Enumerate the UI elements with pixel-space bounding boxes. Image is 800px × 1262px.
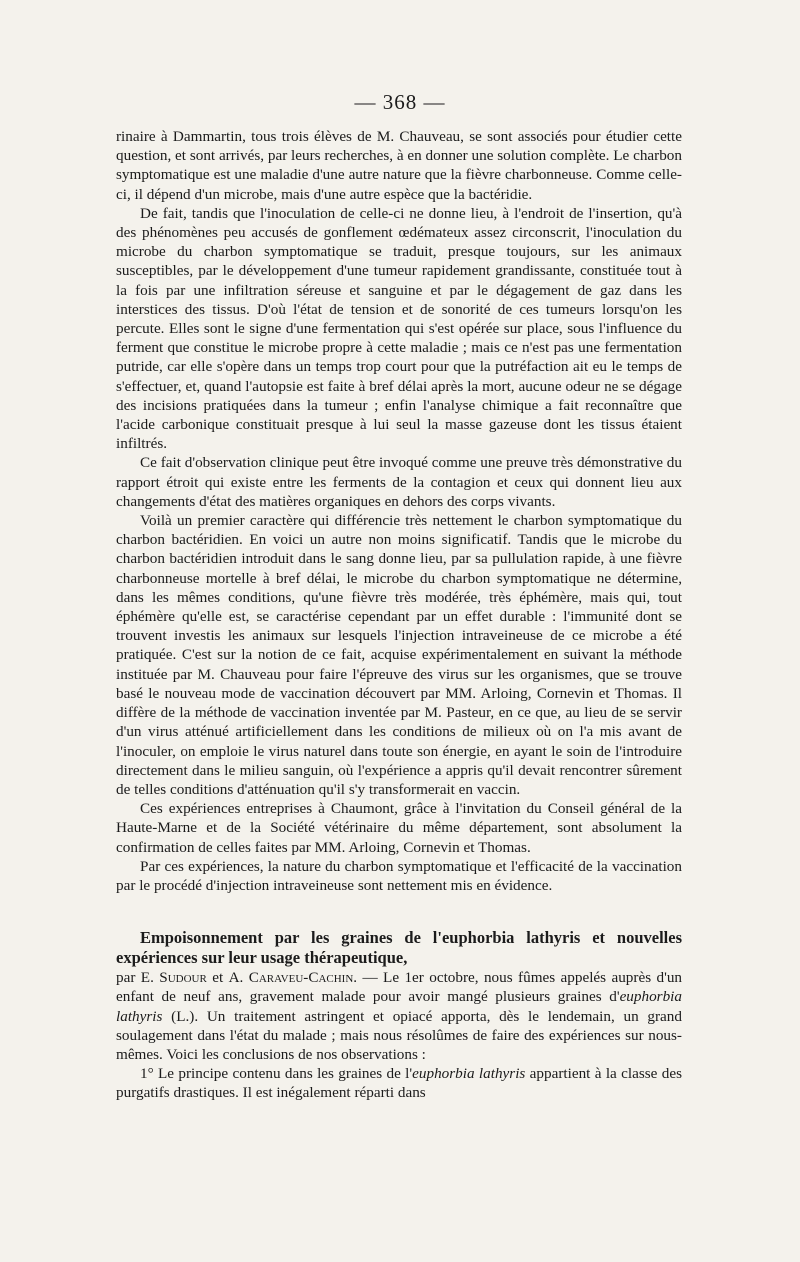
species-name-2: euphorbia lathyris	[412, 1065, 526, 1083]
conclusion-item-1	[116, 1064, 682, 1102]
byline-conjunction: et	[212, 969, 224, 987]
item-1-text: 1° Le principe contenu dans les graines de l'	[140, 1065, 413, 1083]
paragraph-3: Ce fait d'observation clinique peut être invoqué comme une preuve très démonstrative du rapport étroit qui existe entre les ferments de la contagion et ceux qui donnent lieu aux changements d'état des matières organiques en dehors des corps vivants.	[116, 454, 682, 510]
section-spacer	[116, 895, 682, 928]
paragraph-5: Ces expériences entreprises à Chaumont, grâce à l'invitation du Conseil général de la Haute-Marne et de la Société vétérinaire du même département, sont absolument la confirmation de celles faites par MM. Arloing, Cornevin et Thomas.	[116, 800, 682, 856]
intro-text: — Le 1er octobre, nous fûmes appelés auprès d'un enfant de neuf ans, gravement malade pour avoir mangé plusieurs graines d'	[116, 969, 683, 1006]
species-name: euphorbia lathyris	[116, 988, 682, 1025]
page-number: — 368 —	[354, 90, 446, 114]
paragraph-2: De fait, tandis que l'inoculation de celle-ci ne donne lieu, à l'endroit de l'insertion, qu'à des phénomènes peu accusés de gonflement œdémateux assez circonscrit, l'inoculation du microbe du charbon symptomatique se traduit, presque toujours, sur les animaux susceptibles, par le développement d'une tumeur rapidement grandissante, constituée tout à la fois par une infiltration séreuse et sanguine et par le dégagement de gaz dans les interstices des tissus. D'où l'état de tension et de sonorité de ces tumeurs lorsqu'on les percute. Elles sont le signe d'une fermentation qui s'est opérée sur place, sous l'influence du ferment que constitue le microbe propre à cette maladie ; mais ce n'est pas une fermentation putride, car elle s'opère dans un temps trop court pour que la putréfaction ait eu le temps de s'effectuer, et, quand l'autopsie est faite à bref délai après la mort, aucune odeur ne se dégage des incisions pratiquées dans la tumeur ; enfin l'analyse chimique a fait reconnaître que l'acide carbonique constituait presque à lui seul la masse gazeuse dont les tissus étaient infiltrés.	[116, 204, 682, 453]
item-1-text-2: appartient à la classe des purgatifs drastiques. Il est inégalement réparti dans	[116, 1065, 682, 1102]
section-title: Empoisonnement par les graines de l'euphorbia lathyris et nouvelles expériences sur leur usage thérapeutique,	[116, 928, 682, 968]
paragraph-1: rinaire à Dammartin, tous trois élèves de M. Chauveau, se sont associés pour étudier cette question, et sont arrivés, par leurs recherches, à en donner une solution complète. Le charbon symptomatique est une maladie d'une autre nature que la fièvre charbonneuse. Comme celle-ci, il dépend d'un microbe, mais d'une autre espèce que la bactéridie.	[116, 128, 682, 203]
byline-prefix: par	[116, 969, 136, 987]
intro-text-2: (L.). Un traitement astringent et opiacé apporta, dès le lendemain, un grand soulagement dans l'état du malade ; mais nous résolûmes de faire des expériences sur nous-mêmes. Voici les conclusions de nos observations :	[116, 1007, 682, 1063]
author-2: A. Caraveu-Cachin.	[228, 969, 358, 987]
section-intro	[116, 968, 682, 1064]
author-1: E. Sudour	[140, 969, 207, 987]
paragraph-4: Voilà un premier caractère qui différencie très nettement le charbon symptomatique du charbon bactéridien. En voici un autre non moins significatif. Tandis que le microbe du charbon bactéridien introduit dans le sang donne lieu, par sa pullulation rapide, à une fièvre charbonneuse mortelle à bref délai, le microbe du charbon symptomatique ne détermine, dans les mêmes conditions, qu'une fièvre très modérée, très éphémère, mais qui, tout éphémère qu'elle est, se caractérise cependant par un effet durable : l'immunité dont se trouvent investis les animaux sur lesquels l'injection intraveineuse de ce microbe a été pratiquée. C'est sur la notion de ce fait, acquise expérimentalement en suivant la méthode instituée par M. Chauveau pour faire l'épreuve des virus sur les organismes, que se trouve basé le nouveau mode de vaccination découvert par MM. Arloing, Cornevin et Thomas. Il diffère de la méthode de vaccination inventée par M. Pasteur, en ce que, au lieu de se servir d'un virus atténué artificiellement dans les conditions de milieux où on l'a mis avant de l'inoculer, on emploie le virus naturel dans toute son énergie, en ayant le soin de l'introduire directement dans le milieu sanguin, où l'expérience a appris qu'il devait rencontrer sûrement de telles conditions d'atténuation qu'il s'y transformerait en vaccin.	[116, 512, 682, 798]
article-body	[116, 127, 682, 1103]
paragraph-6: Par ces expériences, la nature du charbon symptomatique et l'efficacité de la vaccination par le procédé d'injection intraveineuse sont nettement mis en évidence.	[116, 857, 682, 894]
